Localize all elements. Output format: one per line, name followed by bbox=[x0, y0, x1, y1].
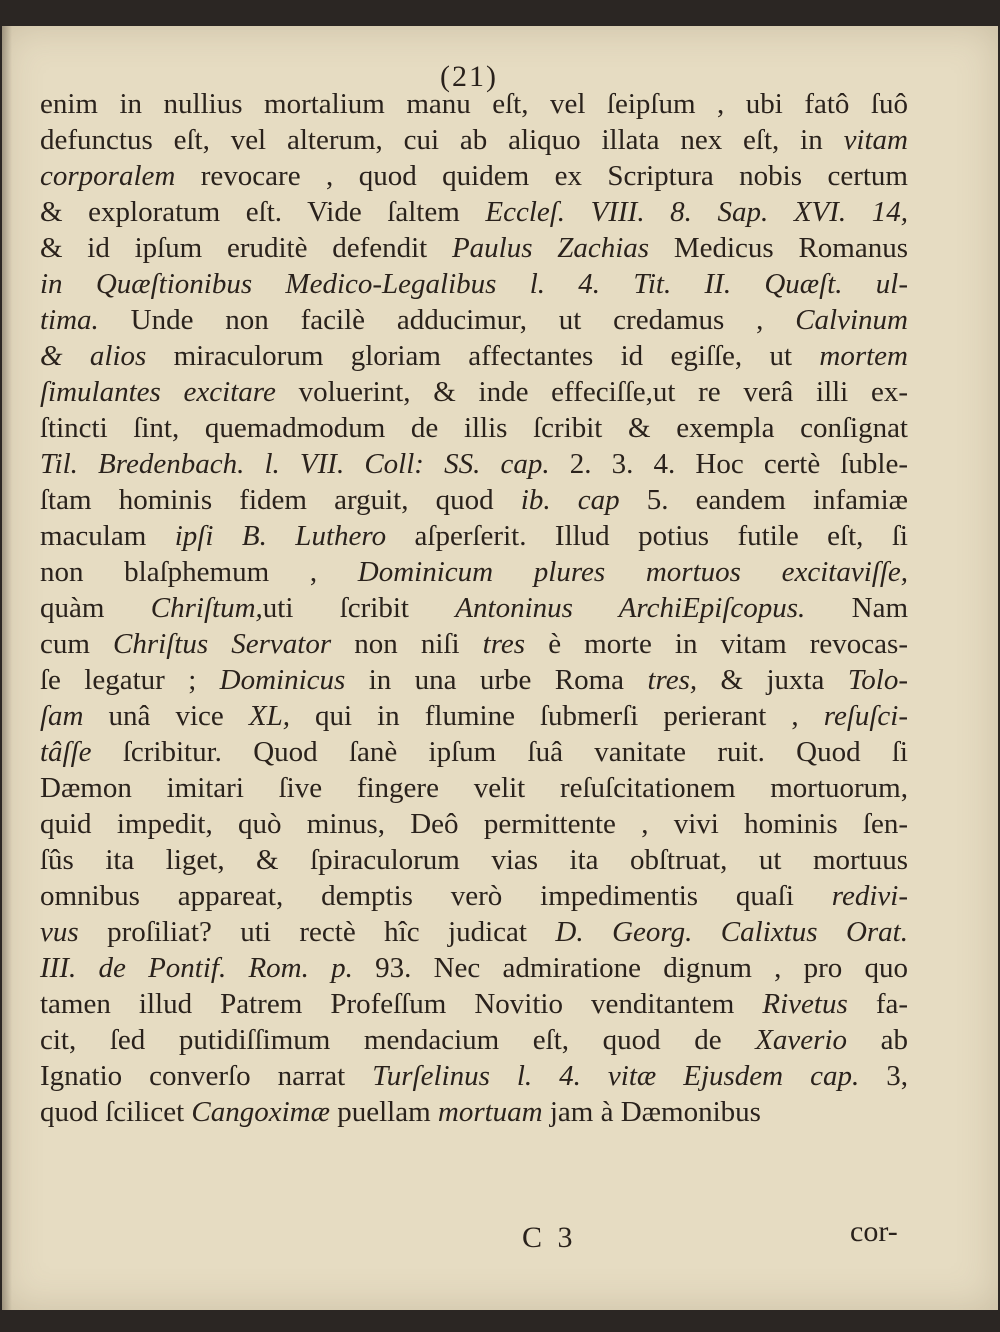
text-line bbox=[40, 734, 908, 770]
text-segment: revocare , quod quidem ex Scriptura nobis certum bbox=[175, 160, 908, 192]
text-segment: quod ſcilicet bbox=[40, 1096, 192, 1128]
text-segment: proſiliat? uti rectè hîc judicat bbox=[78, 916, 556, 948]
italic-segment: XL, bbox=[248, 700, 290, 732]
italic-segment: Rivetus bbox=[762, 988, 848, 1020]
text-segment: ſûs ita liget, & ſpiraculorum vias ita obſtruat, ut mortuus bbox=[40, 844, 908, 876]
text-segment: maculam bbox=[40, 520, 175, 552]
italic-segment: Xaverio bbox=[755, 1024, 848, 1056]
text-segment: quid impedit, quò minus, Deô permittente , vivi hominis ſen- bbox=[40, 808, 908, 840]
italic-segment: Tolo- bbox=[847, 664, 908, 696]
text-line bbox=[40, 626, 908, 662]
text-segment: ſtincti ſint, quemadmodum de illis ſcribit & exempla conſignat bbox=[40, 412, 908, 444]
text-line bbox=[40, 1022, 908, 1058]
text-line bbox=[40, 698, 908, 734]
italic-segment: & alios bbox=[40, 340, 147, 372]
text-segment: cit, ſed putidiſſimum mendacium eſt, quod de bbox=[40, 1024, 756, 1056]
text-line bbox=[40, 374, 908, 410]
text-segment: fa- bbox=[847, 988, 908, 1020]
text-segment: defunctus eſt, vel alterum, cui ab aliquo illata nex eſt, in bbox=[40, 124, 844, 156]
text-line bbox=[40, 662, 908, 698]
text-segment: è morte in vitam revocas- bbox=[525, 628, 908, 660]
italic-segment: Dominicum plures mortuos excitaviſſe, bbox=[357, 556, 908, 588]
text-line bbox=[40, 950, 908, 986]
text-segment: aſperſerit. Illud potius futile eſt, ſi bbox=[386, 520, 908, 552]
text-segment: 2. 3. 4. Hoc certè ſuble- bbox=[549, 448, 908, 480]
italic-segment: ipſi B. Luthero bbox=[174, 520, 387, 552]
text-segment: non blaſphemum , bbox=[40, 556, 358, 588]
text-segment: uti ſcribit bbox=[262, 592, 456, 624]
text-segment: Medicus Romanus bbox=[649, 232, 908, 264]
italic-segment: Calvinum bbox=[795, 304, 908, 336]
text-segment: Unde non facilè adducimur, ut credamus , bbox=[98, 304, 796, 336]
text-line bbox=[40, 842, 908, 878]
text-line bbox=[40, 986, 908, 1022]
text-segment: Dæmon imitari ſive fingere velit reſuſcitationem mortuorum, bbox=[40, 772, 908, 804]
text-line bbox=[40, 590, 908, 626]
catchword: cor- bbox=[850, 1215, 898, 1248]
text-line bbox=[40, 1094, 908, 1130]
signature-mark: C 3 bbox=[522, 1221, 577, 1254]
italic-segment: ſam bbox=[40, 700, 84, 732]
italic-segment: redivi- bbox=[831, 880, 908, 912]
text-line bbox=[40, 230, 908, 266]
text-segment: ſtam hominis fidem arguit, quod bbox=[40, 484, 521, 516]
text-segment: unâ vice bbox=[83, 700, 249, 732]
text-line bbox=[40, 914, 908, 950]
text-line bbox=[40, 410, 908, 446]
text-segment: quàm bbox=[40, 592, 151, 624]
text-segment: tamen illud Patrem Profeſſum Novitio venditantem bbox=[40, 988, 763, 1020]
text-line bbox=[40, 770, 908, 806]
text-segment: & id ipſum eruditè defendit bbox=[40, 232, 452, 264]
italic-segment: ſimulantes excitare bbox=[40, 376, 276, 408]
text-segment: omnibus appareat, demptis verò impedimentis quaſi bbox=[40, 880, 832, 912]
italic-segment: vitam bbox=[843, 124, 908, 156]
text-segment: Ignatio converſo narrat bbox=[40, 1060, 373, 1092]
italic-segment: mortuam bbox=[437, 1096, 543, 1128]
book-page bbox=[2, 26, 998, 1310]
italic-segment: Eccleſ. VIII. 8. Sap. XVI. 14, bbox=[485, 196, 908, 228]
text-segment: ſcribitur. Quod ſanè ipſum ſuâ vanitate ruit. Quod ſi bbox=[91, 736, 908, 768]
text-segment: Nam bbox=[805, 592, 909, 624]
italic-segment: tâſſe bbox=[40, 736, 92, 768]
italic-segment: in Quæſtionibus Medico-Legalibus l. 4. Tit. II. Quæſt. ul- bbox=[40, 268, 908, 300]
page-gutter-shadow bbox=[2, 26, 12, 1310]
body-text bbox=[40, 86, 908, 1130]
text-segment: cum bbox=[40, 628, 114, 660]
page-footer bbox=[2, 1215, 998, 1261]
italic-segment: Chriſtus Servator bbox=[113, 628, 332, 660]
italic-segment: Antoninus ArchiEpiſcopus. bbox=[455, 592, 806, 624]
italic-segment: tima. bbox=[40, 304, 99, 336]
italic-segment: tres bbox=[482, 628, 526, 660]
text-segment: & exploratum eſt. Vide ſaltem bbox=[40, 196, 486, 228]
text-line bbox=[40, 302, 908, 338]
italic-segment: vus bbox=[40, 916, 79, 948]
text-line bbox=[40, 86, 908, 122]
text-line bbox=[40, 482, 908, 518]
text-segment: 93. Nec admiratione dignum , pro quo bbox=[352, 952, 908, 984]
text-line bbox=[40, 878, 908, 914]
text-line bbox=[40, 1058, 908, 1094]
text-line bbox=[40, 806, 908, 842]
text-segment: ſe legatur ; bbox=[40, 664, 220, 696]
text-segment: in una urbe Roma bbox=[345, 664, 648, 696]
italic-segment: tres, bbox=[647, 664, 698, 696]
text-segment: miraculorum gloriam affectantes id egiſſe, ut bbox=[146, 340, 820, 372]
text-segment: & juxta bbox=[697, 664, 848, 696]
text-segment: qui in flumine ſubmerſi perierant , bbox=[289, 700, 824, 732]
italic-segment: D. Georg. Calixtus Orat. bbox=[555, 916, 908, 948]
text-line bbox=[40, 338, 908, 374]
text-segment: 3, bbox=[859, 1060, 908, 1092]
italic-segment: corporalem bbox=[40, 160, 176, 192]
text-segment: jam à Dæmonibus bbox=[542, 1096, 761, 1128]
italic-segment: Turſelinus l. 4. vitæ Ejusdem cap. bbox=[372, 1060, 860, 1092]
text-segment: non niſi bbox=[331, 628, 483, 660]
text-segment: enim in nullius mortalium manu eſt, vel ſeipſum , ubi fatô ſuô bbox=[40, 88, 908, 120]
italic-segment: reſuſci- bbox=[823, 700, 909, 732]
text-line bbox=[40, 266, 908, 302]
italic-segment: Cangoximæ bbox=[191, 1096, 330, 1128]
text-segment: voluerint, & inde effeciſſe,ut re verâ illi ex- bbox=[275, 376, 908, 408]
page-number: (21) bbox=[440, 60, 498, 93]
text-line bbox=[40, 122, 908, 158]
text-line bbox=[40, 158, 908, 194]
text-segment: puellam bbox=[329, 1096, 438, 1128]
italic-segment: mortem bbox=[819, 340, 908, 372]
text-line bbox=[40, 194, 908, 230]
text-line bbox=[40, 554, 908, 590]
italic-segment: Dominicus bbox=[219, 664, 346, 696]
text-line bbox=[40, 446, 908, 482]
italic-segment: ib. cap bbox=[520, 484, 620, 516]
text-segment: ab bbox=[847, 1024, 909, 1056]
italic-segment: III. de Pontif. Rom. p. bbox=[40, 952, 353, 984]
italic-segment: Paulus Zachias bbox=[451, 232, 650, 264]
italic-segment: Til. Bredenbach. l. VII. Coll: SS. cap. bbox=[40, 448, 550, 480]
text-segment: 5. eandem infamiæ bbox=[619, 484, 909, 516]
italic-segment: Chriſtum, bbox=[150, 592, 263, 624]
text-line bbox=[40, 518, 908, 554]
